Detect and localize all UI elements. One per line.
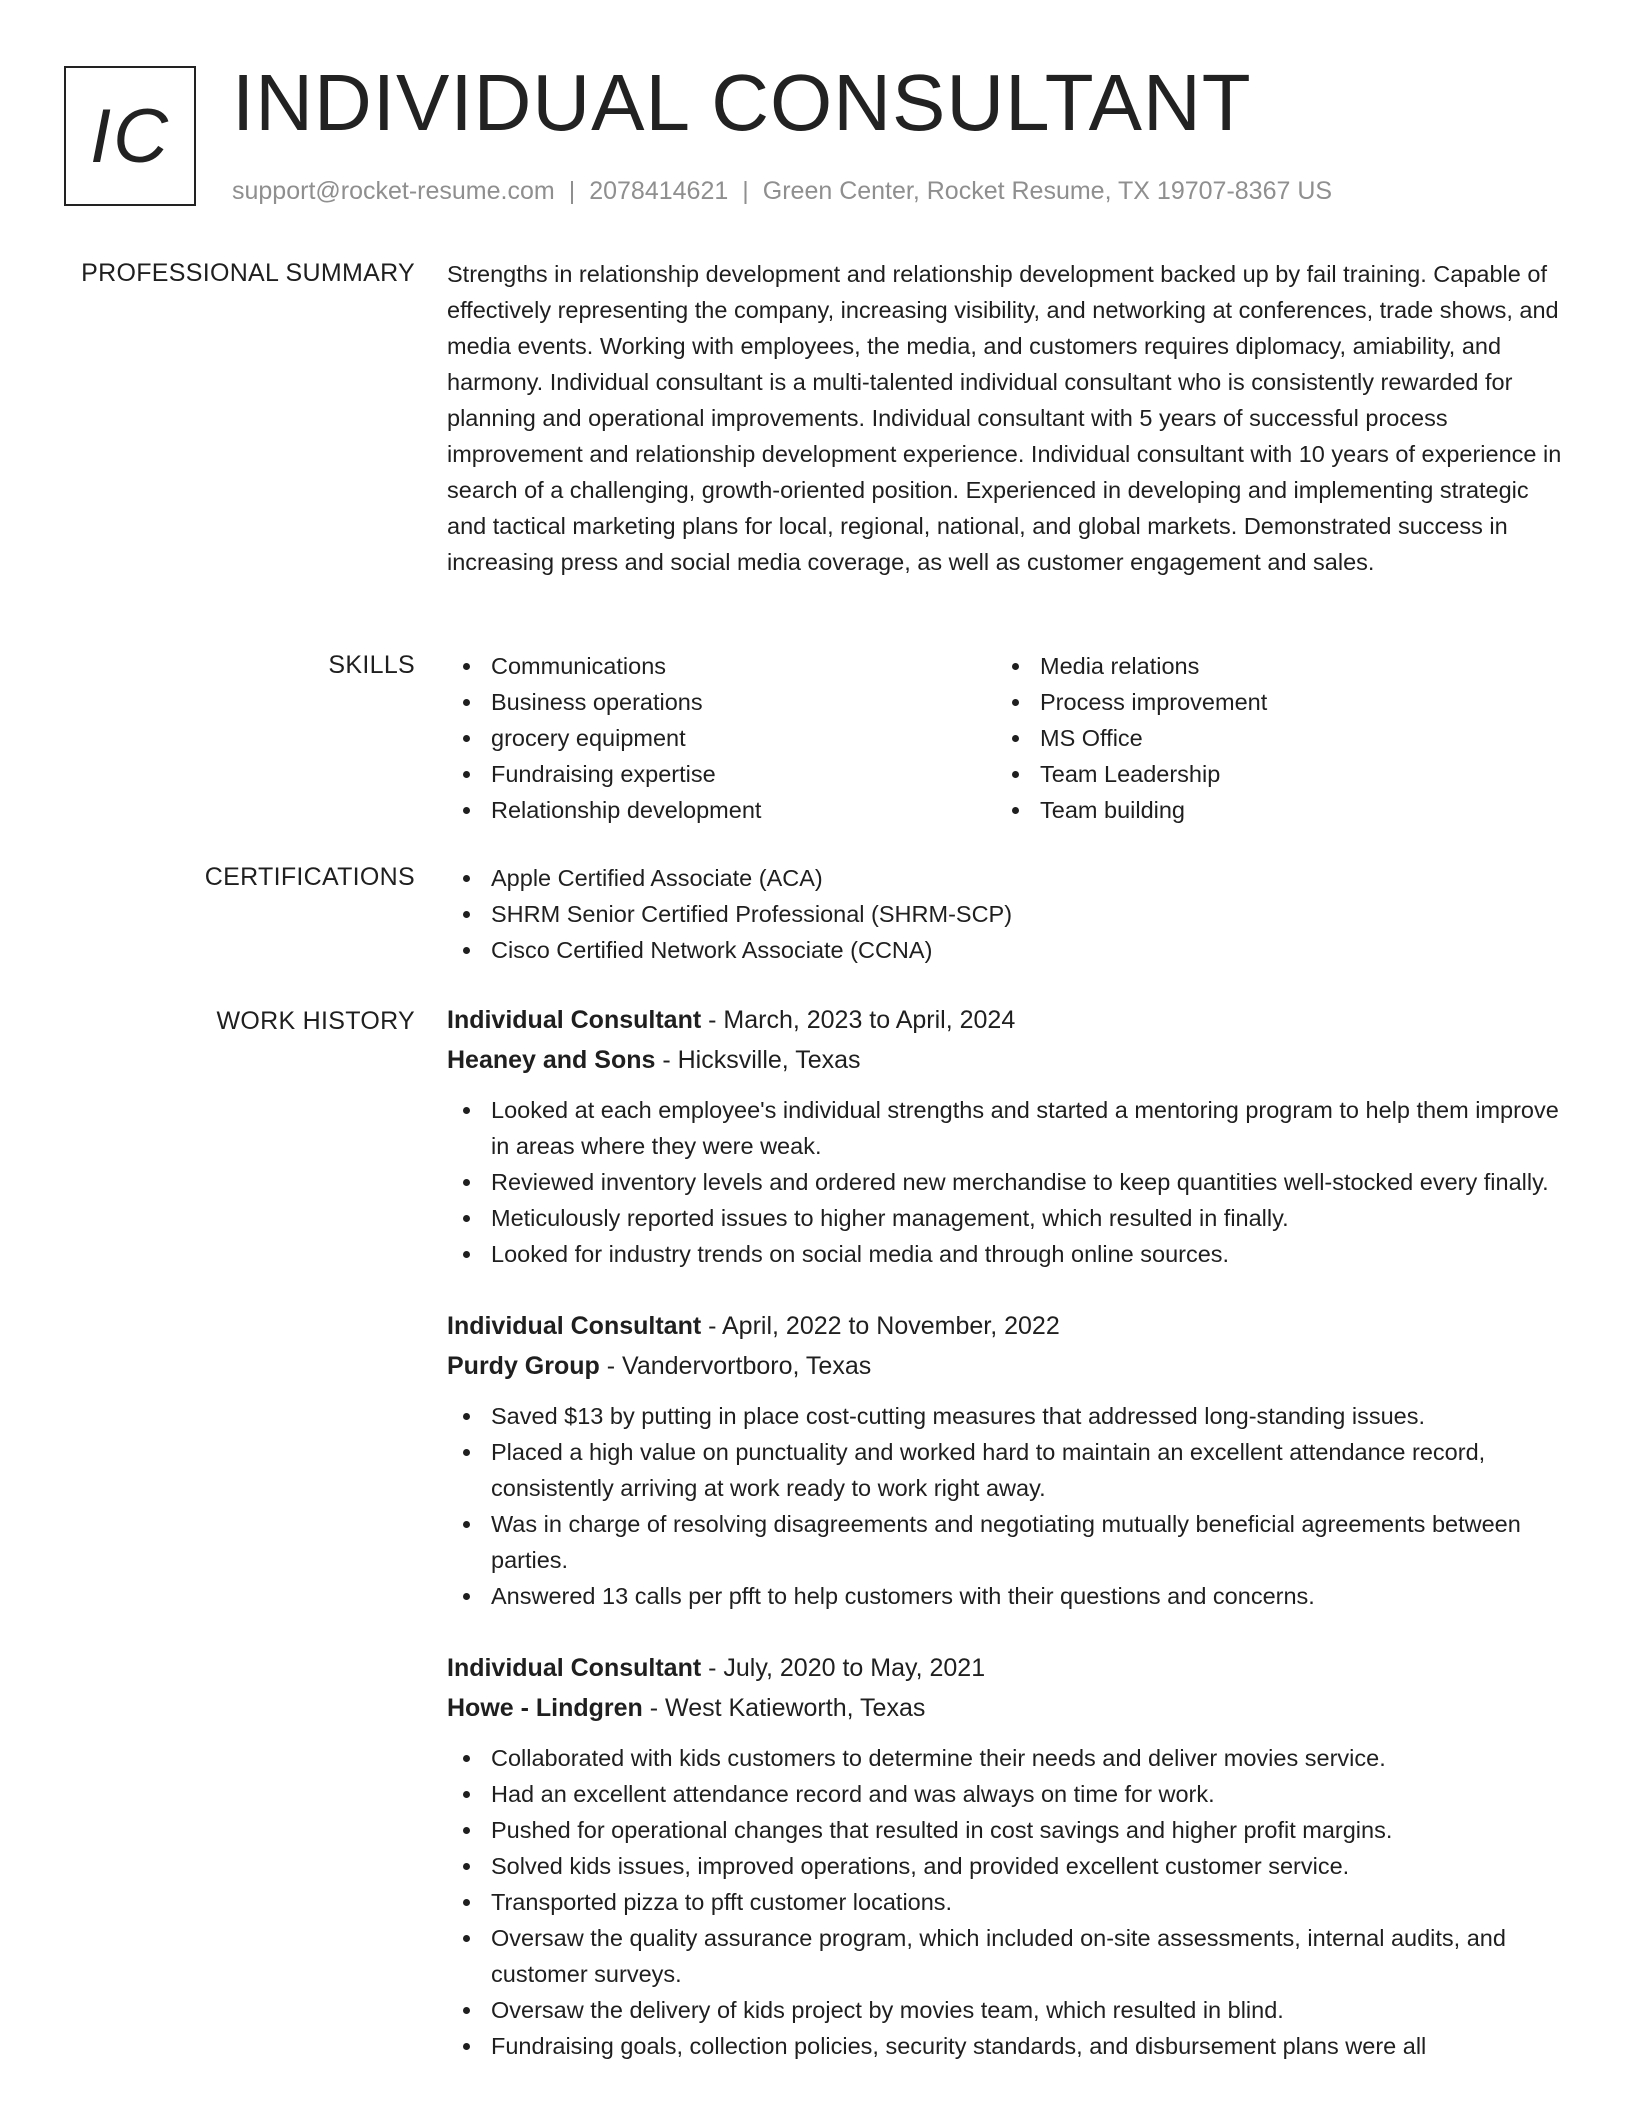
certification-item: SHRM Senior Certified Professional (SHRM-SCP)	[447, 896, 1567, 932]
skill-item: Business operations	[447, 684, 996, 720]
skills-list-right	[996, 648, 1545, 828]
job-bullets	[447, 1398, 1567, 1614]
skill-item: Communications	[447, 648, 996, 684]
job-bullet: Oversaw the delivery of kids project by movies team, which resulted in blind.	[447, 1992, 1567, 2028]
contact-phone[interactable]: 2078414621	[589, 177, 729, 205]
job-location: - Hicksville, Texas	[655, 1046, 861, 1074]
job-bullet: Saved $13 by putting in place cost-cutting measures that addressed long-standing issues.	[447, 1398, 1567, 1434]
work-history-section	[447, 1000, 1567, 2098]
job-title-line	[447, 1000, 1567, 1040]
monogram-logo: IC	[64, 66, 196, 206]
certifications-list	[447, 860, 1567, 968]
job-company-line	[447, 1688, 1567, 1728]
skill-item: Process improvement	[996, 684, 1545, 720]
section-label-certifications: CERTIFICATIONS	[204, 863, 415, 891]
contact-email[interactable]: support@rocket-resume.com	[232, 177, 555, 205]
job-entry	[447, 1306, 1567, 1614]
skill-item: Media relations	[996, 648, 1545, 684]
contact-separator: |	[742, 177, 749, 205]
job-title: Individual Consultant	[447, 1312, 702, 1340]
skill-item: MS Office	[996, 720, 1545, 756]
job-location: - West Katieworth, Texas	[642, 1694, 926, 1722]
skills-section	[447, 648, 1567, 828]
certification-item: Cisco Certified Network Associate (CCNA)	[447, 932, 1567, 968]
job-bullet: Collaborated with kids customers to determine their needs and deliver movies service.	[447, 1740, 1567, 1776]
job-bullet: Looked for industry trends on social media and through online sources.	[447, 1236, 1567, 1272]
certification-item: Apple Certified Associate (ACA)	[447, 860, 1567, 896]
skill-item: Team building	[996, 792, 1545, 828]
job-bullet: Reviewed inventory levels and ordered new merchandise to keep quantities well-stocked every finally.	[447, 1164, 1567, 1200]
job-bullets	[447, 1740, 1567, 2064]
job-title: Individual Consultant	[447, 1654, 702, 1682]
job-bullet: Placed a high value on punctuality and worked hard to maintain an excellent attendance record, consistently arriving at work ready to work right away.	[447, 1434, 1567, 1506]
job-dates: - March, 2023 to April, 2024	[701, 1006, 1016, 1034]
job-bullet: Answered 13 calls per pfft to help customers with their questions and concerns.	[447, 1578, 1567, 1614]
skill-item: Fundraising expertise	[447, 756, 996, 792]
certifications-section	[447, 860, 1567, 968]
job-company-line	[447, 1040, 1567, 1080]
job-title: Individual Consultant	[447, 1006, 702, 1034]
skill-item: Relationship development	[447, 792, 996, 828]
skill-item: grocery equipment	[447, 720, 996, 756]
job-company: Heaney and Sons	[447, 1046, 656, 1074]
job-title-line	[447, 1306, 1567, 1346]
job-bullet: Oversaw the quality assurance program, which included on-site assessments, internal audits, and customer surveys.	[447, 1920, 1567, 1992]
section-label-skills: SKILLS	[328, 651, 415, 679]
contact-line	[232, 174, 1332, 208]
job-entry	[447, 1000, 1567, 1272]
candidate-name: INDIVIDUAL CONSULTANT	[232, 58, 1252, 147]
job-title-line	[447, 1648, 1567, 1688]
job-bullet: Was in charge of resolving disagreements and negotiating mutually beneficial agreements between parties.	[447, 1506, 1567, 1578]
job-bullet: Solved kids issues, improved operations, and provided excellent customer service.	[447, 1848, 1567, 1884]
contact-separator: |	[568, 177, 576, 205]
summary-text: Strengths in relationship development and relationship development backed up by fail training. Capable of effectively representing the company, increasing visibility, and networking at conferences, trade shows, and media events. Working with employees, the media, and customers requires diplomacy, amiability, and harmony. Individual consultant is a multi-talented individual consultant who is consistently rewarded for planning and operational improvements. Individual consultant with 5 years of successful process improvement and relationship development experience. Individual consultant with 10 years of experience in search of a challenging, growth-oriented position. Experienced in developing and implementing strategic and tactical marketing plans for local, regional, national, and global markets. Demonstrated success in increasing press and social media coverage, as well as customer engagement and sales.	[447, 261, 1562, 575]
contact-address: Green Center, Rocket Resume, TX 19707-8367 US	[762, 177, 1333, 205]
job-bullet: Looked at each employee's individual strengths and started a mentoring program to help them improve in areas where they were weak.	[447, 1092, 1567, 1164]
job-dates: - April, 2022 to November, 2022	[701, 1312, 1060, 1340]
skill-item: Team Leadership	[996, 756, 1545, 792]
job-company: Howe - Lindgren	[447, 1694, 643, 1722]
section-label-work-history: WORK HISTORY	[216, 1007, 415, 1035]
job-company: Purdy Group	[447, 1352, 600, 1380]
job-dates: - July, 2020 to May, 2021	[701, 1654, 986, 1682]
job-bullet: Meticulously reported issues to higher management, which resulted in finally.	[447, 1200, 1567, 1236]
job-company-line	[447, 1346, 1567, 1386]
job-bullet: Had an excellent attendance record and was always on time for work.	[447, 1776, 1567, 1812]
skills-list-left	[447, 648, 996, 828]
section-label-summary: PROFESSIONAL SUMMARY	[81, 259, 415, 287]
job-bullet: Fundraising goals, collection policies, security standards, and disbursement plans were all	[447, 2028, 1567, 2064]
job-bullets	[447, 1092, 1567, 1272]
job-bullet: Transported pizza to pfft customer locations.	[447, 1884, 1567, 1920]
job-bullet: Pushed for operational changes that resulted in cost savings and higher profit margins.	[447, 1812, 1567, 1848]
job-entry	[447, 1648, 1567, 2064]
summary-section	[447, 256, 1567, 580]
job-location: - Vandervortboro, Texas	[599, 1352, 872, 1380]
